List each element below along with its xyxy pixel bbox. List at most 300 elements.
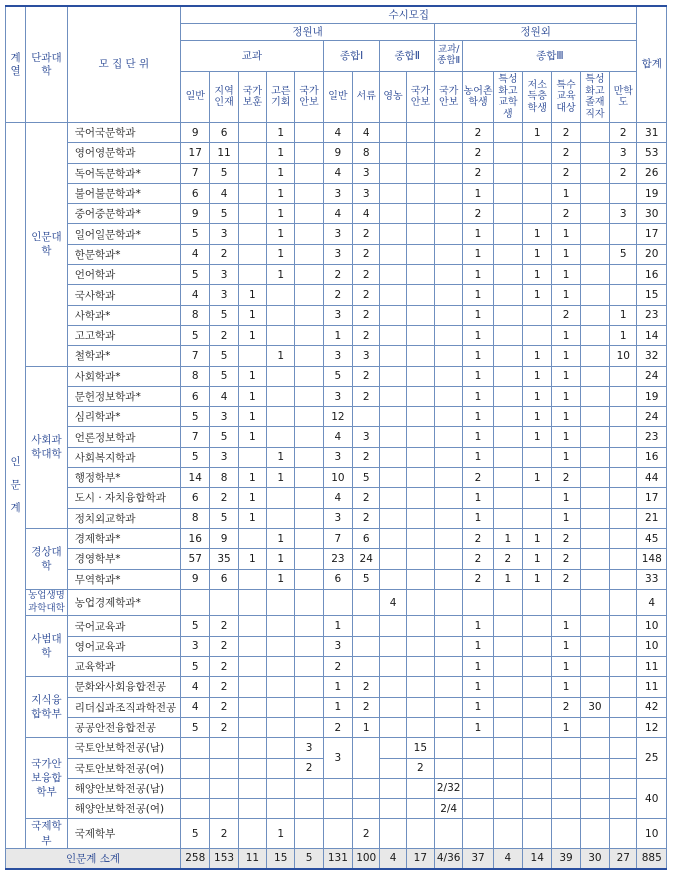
cell-value: 1 xyxy=(267,528,295,548)
cell-value: 3 xyxy=(210,285,238,305)
cell-value xyxy=(493,447,522,467)
cell-value: 2 xyxy=(323,717,352,737)
unit-name: 불어불문학과* xyxy=(67,183,180,203)
cell-value xyxy=(295,778,323,798)
cell-value xyxy=(267,285,295,305)
cell-value xyxy=(353,778,380,798)
cell-value xyxy=(493,758,522,778)
cell-value xyxy=(580,386,609,406)
cell-value: 8 xyxy=(210,468,238,488)
cell-value xyxy=(295,819,323,848)
row-total: 33 xyxy=(637,569,667,589)
unit-name: 독어독문학과* xyxy=(67,163,180,183)
cell-value xyxy=(493,799,522,819)
cell-value: 2 xyxy=(463,468,493,488)
cell-value xyxy=(380,285,406,305)
cell-value: 5 xyxy=(610,244,637,264)
cell-value: 1 xyxy=(523,528,552,548)
cell-value: 1 xyxy=(552,386,580,406)
cell-value: 4 xyxy=(323,427,352,447)
cell-value: 5 xyxy=(181,657,210,677)
cell-value xyxy=(580,407,609,427)
cell-value xyxy=(493,407,522,427)
cell-value: 1 xyxy=(238,427,266,447)
row-total: 20 xyxy=(637,244,667,264)
cell-value: 9 xyxy=(210,528,238,548)
cell-value: 1 xyxy=(463,366,493,386)
cell-value xyxy=(610,677,637,697)
cell-value: 35 xyxy=(210,549,238,569)
cell-value xyxy=(238,636,266,656)
cell-value xyxy=(267,325,295,345)
cell-value xyxy=(295,325,323,345)
subheader-col: 지역인재 xyxy=(210,72,238,123)
cell-value: 12 xyxy=(323,407,352,427)
cell-value xyxy=(295,799,323,819)
cell-value: 2 xyxy=(493,549,522,569)
cell-value xyxy=(580,366,609,386)
cell-value: 4 xyxy=(353,204,380,224)
cell-value xyxy=(406,778,434,798)
cell-value xyxy=(435,366,463,386)
cell-value: 2 xyxy=(552,528,580,548)
header-jeongwonoe: 정원외 xyxy=(435,24,637,41)
cell-value xyxy=(580,636,609,656)
cell-value xyxy=(295,143,323,163)
cell-value: 1 xyxy=(523,346,552,366)
cell-value xyxy=(493,325,522,345)
header-jeongwonnae: 정원내 xyxy=(181,24,435,41)
cell-value: 2 xyxy=(610,123,637,143)
cell-value xyxy=(523,447,552,467)
cell-value xyxy=(323,778,352,798)
cell-value xyxy=(523,657,552,677)
cell-value xyxy=(610,657,637,677)
cell-value: 1 xyxy=(463,508,493,528)
cell-value: 3 xyxy=(210,265,238,285)
cell-value: 7 xyxy=(323,528,352,548)
cell-value xyxy=(238,447,266,467)
cell-value xyxy=(267,407,295,427)
cell-value: 1 xyxy=(238,325,266,345)
cell-value xyxy=(435,163,463,183)
cell-value xyxy=(295,305,323,325)
subtotal-row xyxy=(6,848,667,869)
subheader-col: 영농 xyxy=(380,72,406,123)
cell-value xyxy=(493,657,522,677)
cell-value xyxy=(610,407,637,427)
cell-value xyxy=(610,819,637,848)
cell-value: 4 xyxy=(323,204,352,224)
cell-value: 3 xyxy=(323,183,352,203)
cell-value xyxy=(580,244,609,264)
cell-value: 1 xyxy=(463,325,493,345)
cell-value xyxy=(295,183,323,203)
cell-value xyxy=(493,346,522,366)
cell-value: 1 xyxy=(463,657,493,677)
cell-value xyxy=(580,468,609,488)
subtotal-value: 17 xyxy=(406,848,434,869)
cell-value: 1 xyxy=(267,569,295,589)
cell-value: 1 xyxy=(463,717,493,737)
cell-value: 23 xyxy=(323,549,352,569)
unit-name: 일어일문학과* xyxy=(67,224,180,244)
cell-value: 10 xyxy=(610,346,637,366)
cell-value xyxy=(463,758,493,778)
cell-value: 1 xyxy=(610,325,637,345)
cell-value xyxy=(493,143,522,163)
cell-value xyxy=(435,488,463,508)
cell-value xyxy=(610,717,637,737)
cell-value xyxy=(580,224,609,244)
cell-value: 5 xyxy=(353,468,380,488)
cell-value xyxy=(580,738,609,758)
cell-value: 1 xyxy=(353,717,380,737)
cell-value xyxy=(406,224,434,244)
unit-name: 교육학과 xyxy=(67,657,180,677)
cell-value: 8 xyxy=(181,508,210,528)
cell-value xyxy=(610,224,637,244)
cell-value: 2 xyxy=(552,697,580,717)
cell-value xyxy=(210,589,238,616)
cell-value xyxy=(435,265,463,285)
table-row xyxy=(6,427,667,447)
row-total: 10 xyxy=(637,819,667,848)
cell-value: 1 xyxy=(238,386,266,406)
cell-value: 5 xyxy=(181,447,210,467)
cell-value xyxy=(523,819,552,848)
subtotal-value: 4/36 xyxy=(435,848,463,869)
cell-value xyxy=(380,386,406,406)
cell-value xyxy=(610,265,637,285)
cell-value xyxy=(580,616,609,636)
cell-value: 1 xyxy=(238,305,266,325)
cell-value xyxy=(435,569,463,589)
cell-value: 1 xyxy=(552,427,580,447)
subheader-col: 특성화고졸재직자 xyxy=(580,72,609,123)
unit-name: 농업경제학과* xyxy=(67,589,180,616)
cell-value: 9 xyxy=(181,204,210,224)
row-total: 11 xyxy=(637,677,667,697)
subtotal-value: 14 xyxy=(523,848,552,869)
row-total: 4 xyxy=(637,589,667,616)
cell-value xyxy=(610,589,637,616)
table-row xyxy=(6,366,667,386)
cell-value xyxy=(238,204,266,224)
cell-value xyxy=(610,366,637,386)
cell-value xyxy=(493,697,522,717)
subheader-col: 농어촌학생 xyxy=(463,72,493,123)
unit-name: 국토안보학전공(여) xyxy=(67,758,180,778)
cell-value: 2 xyxy=(463,528,493,548)
cell-value: 1 xyxy=(493,569,522,589)
cell-value xyxy=(523,183,552,203)
header-gyogwa-jong2: 교과/종합Ⅱ xyxy=(435,41,463,72)
subheader-col: 국가안보 xyxy=(406,72,434,123)
cell-value xyxy=(267,616,295,636)
subtotal-value: 11 xyxy=(238,848,266,869)
row-total: 31 xyxy=(637,123,667,143)
cell-value xyxy=(353,589,380,616)
table-row xyxy=(6,569,667,589)
unit-name: 영어교육과 xyxy=(67,636,180,656)
unit-name: 행정학부* xyxy=(67,468,180,488)
cell-value: 4 xyxy=(181,697,210,717)
cell-value xyxy=(295,697,323,717)
cell-value: 3 xyxy=(323,305,352,325)
cell-value xyxy=(406,143,434,163)
cell-value xyxy=(406,244,434,264)
unit-name: 고고학과 xyxy=(67,325,180,345)
cell-value xyxy=(295,224,323,244)
cell-value: 6 xyxy=(353,528,380,548)
cell-value: 7 xyxy=(181,427,210,447)
cell-value: 8 xyxy=(181,366,210,386)
cell-value xyxy=(435,468,463,488)
cell-value xyxy=(267,657,295,677)
cell-value xyxy=(493,265,522,285)
college-label: 국제학부 xyxy=(26,819,67,848)
cell-value xyxy=(295,447,323,467)
cell-value: 3 xyxy=(323,386,352,406)
cell-value: 2 xyxy=(353,265,380,285)
cell-value xyxy=(493,508,522,528)
cell-value xyxy=(295,657,323,677)
cell-value xyxy=(353,616,380,636)
cell-value: 2 xyxy=(463,143,493,163)
cell-value xyxy=(238,697,266,717)
cell-value xyxy=(380,778,406,798)
cell-value: 6 xyxy=(181,386,210,406)
cell-value xyxy=(295,468,323,488)
cell-value xyxy=(435,657,463,677)
subtotal-label: 인문계 소계 xyxy=(6,848,181,869)
cell-value: 2 xyxy=(210,677,238,697)
cell-value: 1 xyxy=(523,386,552,406)
cell-value xyxy=(493,285,522,305)
cell-value: 1 xyxy=(463,183,493,203)
cell-value xyxy=(435,183,463,203)
cell-value xyxy=(435,549,463,569)
cell-value xyxy=(523,204,552,224)
cell-value: 1 xyxy=(552,265,580,285)
cell-value xyxy=(238,569,266,589)
row-total: 19 xyxy=(637,386,667,406)
cell-value xyxy=(238,143,266,163)
cell-value: 1 xyxy=(552,346,580,366)
unit-name: 사회복지학과 xyxy=(67,447,180,467)
cell-value xyxy=(493,677,522,697)
cell-value xyxy=(610,758,637,778)
cell-value xyxy=(295,589,323,616)
cell-value: 2 xyxy=(353,697,380,717)
cell-value: 4 xyxy=(210,386,238,406)
row-total: 12 xyxy=(637,717,667,737)
cell-value: 2/4 xyxy=(435,799,463,819)
cell-value xyxy=(463,738,493,758)
cell-value xyxy=(380,325,406,345)
cell-value xyxy=(406,427,434,447)
row-total: 25 xyxy=(637,738,667,779)
row-total: 148 xyxy=(637,549,667,569)
cell-value: 1 xyxy=(463,427,493,447)
cell-value: 2 xyxy=(552,468,580,488)
cell-value xyxy=(238,738,266,758)
cell-value: 1 xyxy=(267,244,295,264)
cell-value xyxy=(552,589,580,616)
cell-value xyxy=(267,717,295,737)
cell-value xyxy=(295,528,323,548)
header-gye: 계열 xyxy=(6,6,26,123)
cell-value xyxy=(580,305,609,325)
cell-value xyxy=(380,427,406,447)
table-row xyxy=(6,636,667,656)
subheader-col: 특수교육대상 xyxy=(552,72,580,123)
cell-value xyxy=(267,488,295,508)
cell-value xyxy=(238,224,266,244)
header-jong1: 종합Ⅰ xyxy=(323,41,380,72)
cell-value xyxy=(406,677,434,697)
table-row xyxy=(6,717,667,737)
cell-value xyxy=(295,204,323,224)
cell-value: 4 xyxy=(323,163,352,183)
unit-name: 국사학과 xyxy=(67,285,180,305)
row-total: 10 xyxy=(637,616,667,636)
cell-value: 2 xyxy=(210,636,238,656)
cell-value: 3 xyxy=(323,224,352,244)
cell-value: 6 xyxy=(181,488,210,508)
cell-value xyxy=(493,163,522,183)
cell-value: 2 xyxy=(552,569,580,589)
subheader-col: 국가안보 xyxy=(295,72,323,123)
college-label: 사회과학대학 xyxy=(26,366,67,528)
cell-value xyxy=(267,778,295,798)
cell-value: 1 xyxy=(463,386,493,406)
unit-name: 국제학부 xyxy=(67,819,180,848)
table-row xyxy=(6,819,667,848)
cell-value: 3 xyxy=(323,636,352,656)
cell-value xyxy=(610,427,637,447)
cell-value: 1 xyxy=(267,468,295,488)
cell-value xyxy=(238,265,266,285)
cell-value xyxy=(580,163,609,183)
table-row xyxy=(6,616,667,636)
cell-value xyxy=(267,799,295,819)
cell-value: 1 xyxy=(552,285,580,305)
cell-value: 4 xyxy=(181,244,210,264)
cell-value: 4 xyxy=(353,123,380,143)
cell-value: 1 xyxy=(493,528,522,548)
cell-value: 2 xyxy=(353,819,380,848)
cell-value xyxy=(406,488,434,508)
cell-value: 8 xyxy=(353,143,380,163)
cell-value xyxy=(580,799,609,819)
cell-value xyxy=(295,386,323,406)
cell-value xyxy=(580,183,609,203)
cell-value xyxy=(523,488,552,508)
cell-value xyxy=(210,758,238,778)
cell-value: 1 xyxy=(267,143,295,163)
row-total: 16 xyxy=(637,265,667,285)
cell-value: 2 xyxy=(552,305,580,325)
cell-value: 2 xyxy=(323,285,352,305)
cell-value xyxy=(435,143,463,163)
cell-value: 1 xyxy=(552,677,580,697)
cell-value: 3 xyxy=(323,447,352,467)
table-row xyxy=(6,488,667,508)
cell-value xyxy=(406,508,434,528)
cell-value xyxy=(610,183,637,203)
cell-value xyxy=(580,204,609,224)
subtotal-value: 131 xyxy=(323,848,352,869)
table-row xyxy=(6,697,667,717)
subtotal-value: 100 xyxy=(353,848,380,869)
cell-value: 1 xyxy=(552,447,580,467)
cell-value: 1 xyxy=(238,508,266,528)
cell-value xyxy=(380,366,406,386)
cell-value xyxy=(406,799,434,819)
table-row xyxy=(6,447,667,467)
row-total: 24 xyxy=(637,366,667,386)
cell-value: 2 xyxy=(353,677,380,697)
cell-value xyxy=(610,616,637,636)
unit-name: 문헌정보학과* xyxy=(67,386,180,406)
cell-value xyxy=(610,799,637,819)
cell-value: 1 xyxy=(523,224,552,244)
cell-value xyxy=(435,285,463,305)
cell-value xyxy=(435,589,463,616)
unit-name: 사학과* xyxy=(67,305,180,325)
cell-value: 1 xyxy=(523,407,552,427)
cell-value: 1 xyxy=(323,616,352,636)
row-total: 23 xyxy=(637,305,667,325)
row-total: 16 xyxy=(637,447,667,467)
cell-value: 2 xyxy=(210,657,238,677)
cell-value xyxy=(610,528,637,548)
cell-value: 2 xyxy=(210,819,238,848)
unit-name: 국토안보학전공(남) xyxy=(67,738,180,758)
cell-value: 1 xyxy=(463,447,493,467)
cell-value xyxy=(353,799,380,819)
cell-value xyxy=(295,616,323,636)
cell-value: 2 xyxy=(353,488,380,508)
cell-value xyxy=(380,143,406,163)
unit-name: 언론정보학과 xyxy=(67,427,180,447)
cell-value xyxy=(406,819,434,848)
cell-value xyxy=(210,738,238,758)
cell-value: 1 xyxy=(552,407,580,427)
cell-value xyxy=(463,589,493,616)
cell-value xyxy=(267,697,295,717)
cell-value: 3 xyxy=(353,163,380,183)
cell-value xyxy=(610,549,637,569)
unit-name: 한문학과* xyxy=(67,244,180,264)
table-row xyxy=(6,677,667,697)
cell-value xyxy=(406,265,434,285)
table-row xyxy=(6,528,667,548)
cell-value xyxy=(406,468,434,488)
row-total: 17 xyxy=(637,224,667,244)
cell-value: 11 xyxy=(210,143,238,163)
cell-value: 1 xyxy=(463,305,493,325)
cell-value xyxy=(610,697,637,717)
cell-value xyxy=(181,589,210,616)
cell-value xyxy=(580,549,609,569)
cell-value xyxy=(493,738,522,758)
cell-value xyxy=(580,265,609,285)
cell-value xyxy=(523,508,552,528)
cell-value xyxy=(295,265,323,285)
